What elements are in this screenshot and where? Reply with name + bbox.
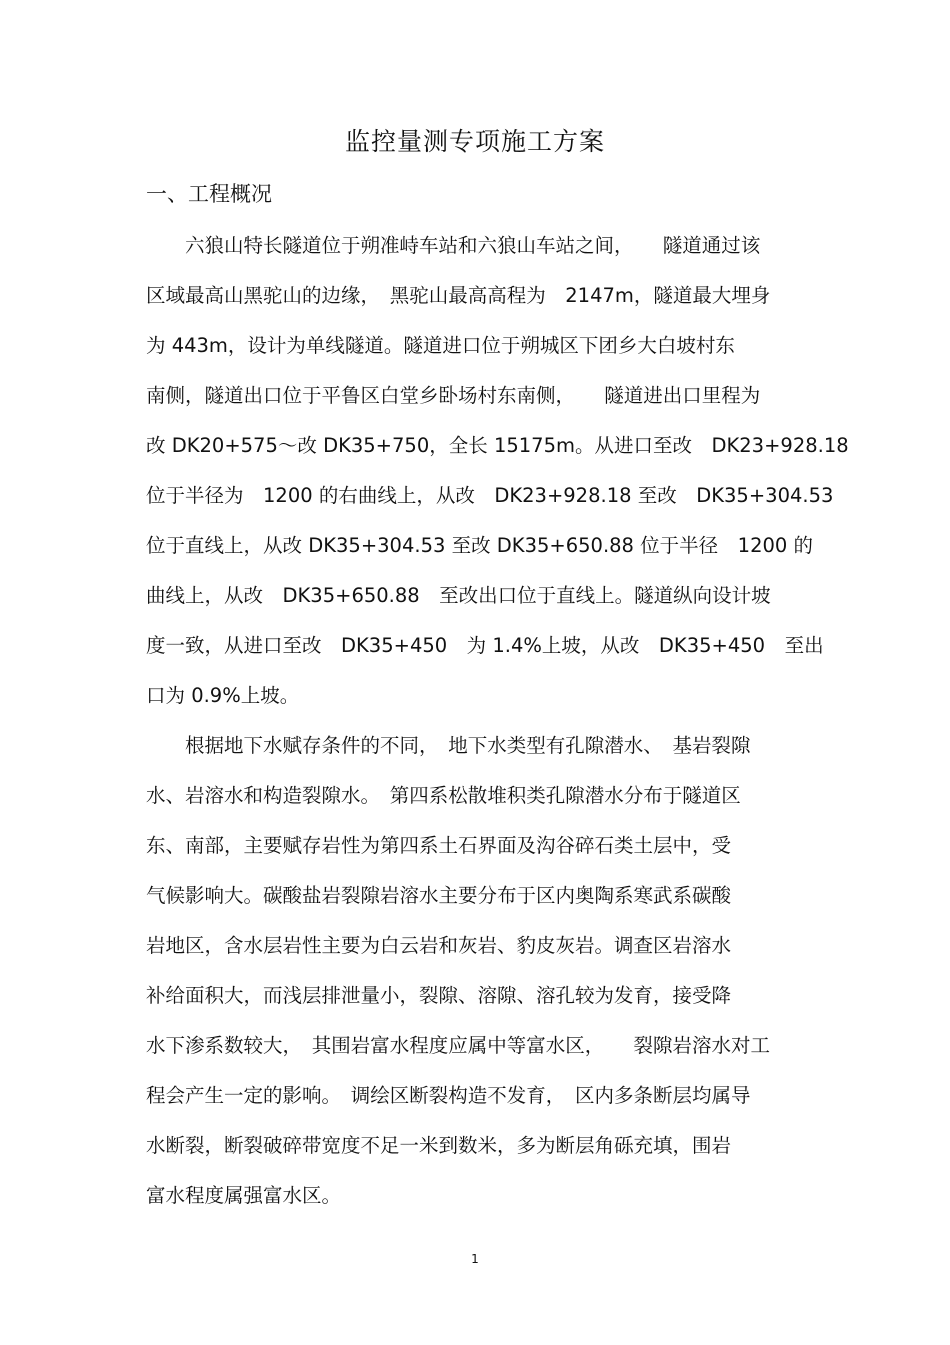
paragraph-line: 程会产生一定的影响。 调绘区断裂构造不发育， 区内多条断层均属导 <box>146 1084 751 1107</box>
paragraph-line: 水、岩溶水和构造裂隙水。 第四系松散堆积类孔隙潜水分布于隧道区 <box>146 784 741 807</box>
page-number: 1 <box>471 1252 479 1266</box>
paragraph-line: 南侧，隧道出口位于平鲁区白堂乡卧场村东南侧， 隧道进出口里程为 <box>146 384 761 407</box>
paragraph-line: 六狼山特长隧道位于朔准峙车站和六狼山车站之间， 隧道通过该 <box>146 234 761 257</box>
paragraph-line: 水断裂，断裂破碎带宽度不足一米到数米，多为断层角砾充填，围岩 <box>146 1134 732 1157</box>
paragraph-line: 位于半径为 1200 的右曲线上，从改 DK23+928.18 至改 DK35+304.53 <box>146 484 834 507</box>
paragraph-line: 水下渗系数较大， 其围岩富水程度应属中等富水区， 裂隙岩溶水对工 <box>146 1034 771 1057</box>
paragraph-line: 度一致，从进口至改 DK35+450 为 1.4%上坡，从改 DK35+450 至出 <box>146 634 824 657</box>
paragraph-line: 区域最高山黑驼山的边缘， 黑驼山最高高程为 2147m，隧道最大埋身 <box>146 284 771 307</box>
paragraph-line: 岩地区，含水层岩性主要为白云岩和灰岩、豹皮灰岩。调查区岩溶水 <box>146 934 732 957</box>
paragraph-line: 富水程度属强富水区。 <box>146 1184 342 1207</box>
paragraph-line: 根据地下水赋存条件的不同， 地下水类型有孔隙潜水、 基岩裂隙 <box>146 734 751 757</box>
paragraph-line: 补给面积大，而浅层排泄量小，裂隙、溶隙、溶孔较为发育，接受降 <box>146 984 732 1007</box>
paragraph-line: 位于直线上，从改 DK35+304.53 至改 DK35+650.88 位于半径 1200 的 <box>146 534 813 557</box>
section-heading: 一、工程概况 <box>146 182 272 206</box>
paragraph-line: 口为 0.9%上坡。 <box>146 684 300 707</box>
paragraph-line: 曲线上，从改 DK35+650.88 至改出口位于直线上。隧道纵向设计坡 <box>146 584 771 607</box>
paragraph-line: 改 DK20+575～改 DK35+750，全长 15175m。从进口至改 DK23+928.18 <box>146 434 849 457</box>
paragraph-line: 气候影响大。碳酸盐岩裂隙岩溶水主要分布于区内奥陶系寒武系碳酸 <box>146 884 732 907</box>
paragraph-line: 为 443m，设计为单线隧道。隧道进口位于朔城区下团乡大白坡村东 <box>146 334 735 357</box>
paragraph-line: 东、南部，主要赋存岩性为第四系土石界面及沟谷碎石类土层中，受 <box>146 834 732 857</box>
document-title: 监控量测专项施工方案 <box>344 127 605 156</box>
